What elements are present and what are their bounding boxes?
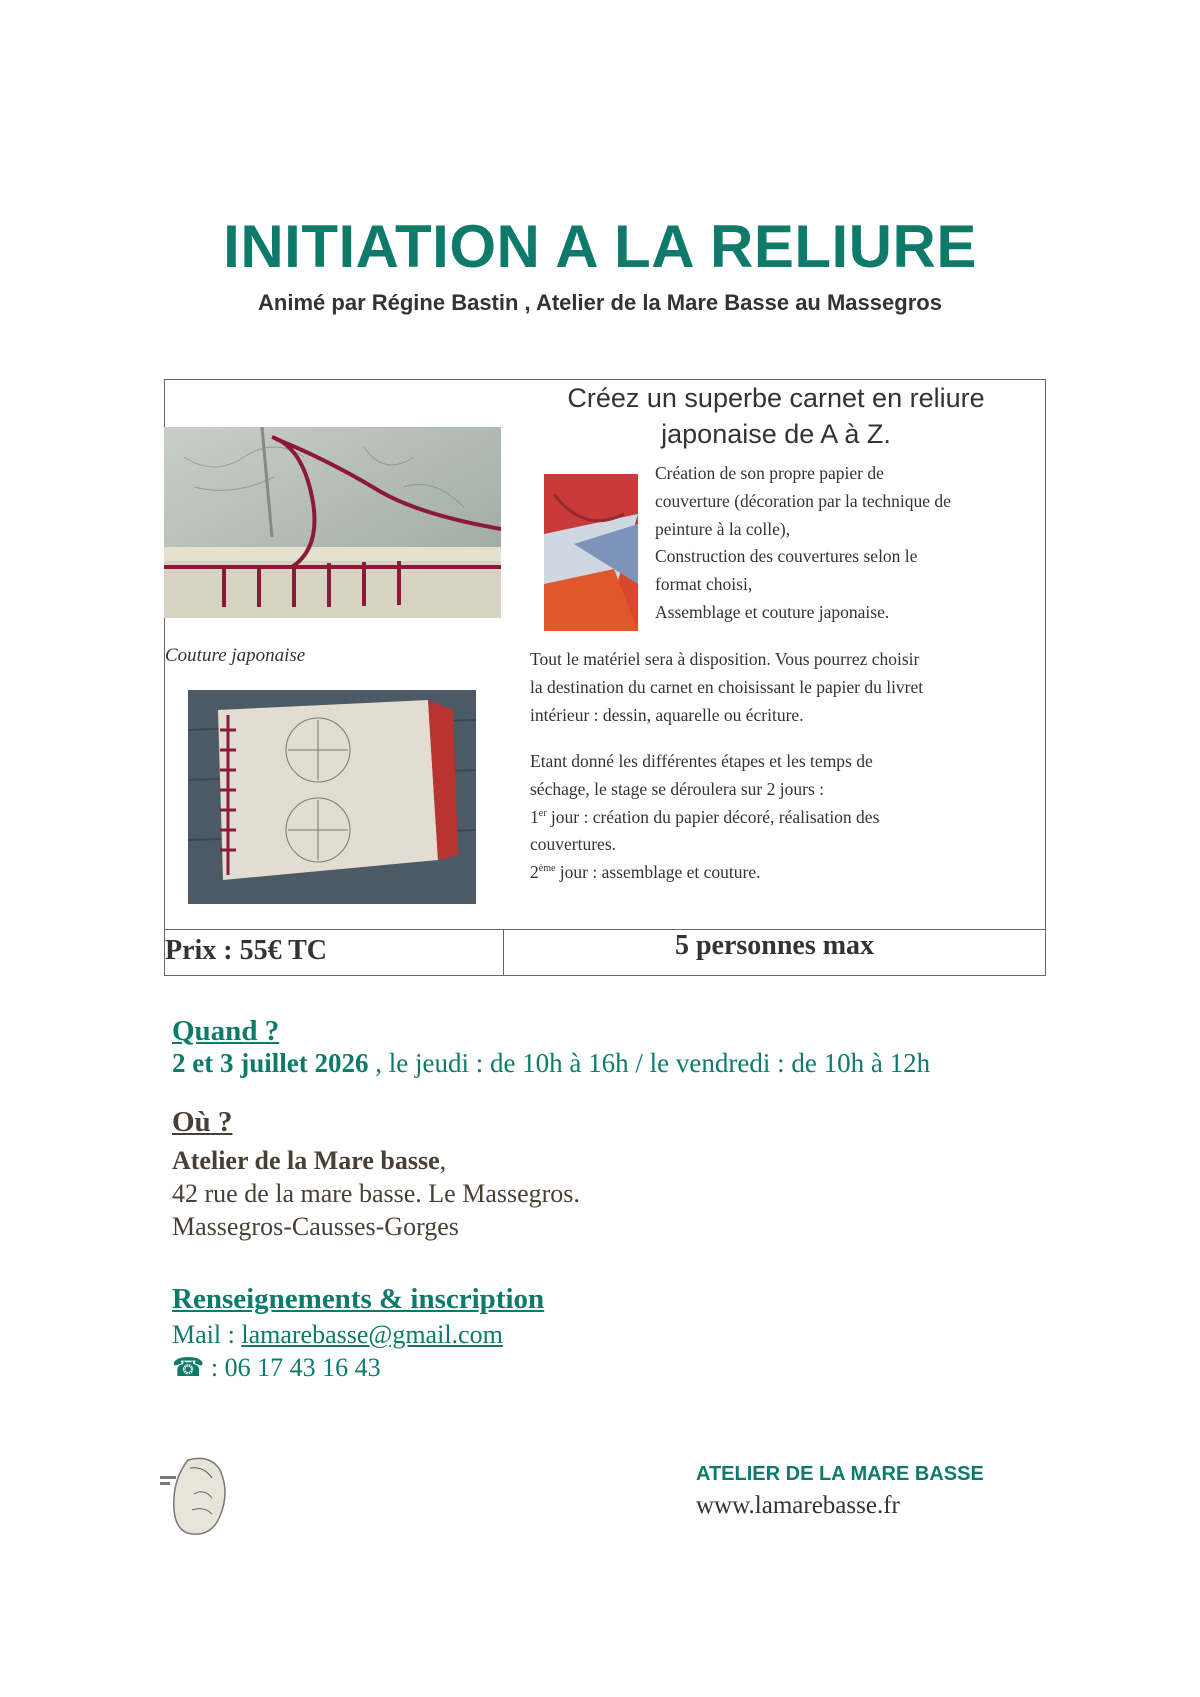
painted-paper-image: [544, 474, 638, 631]
email-link[interactable]: lamarebasse@gmail.com: [241, 1320, 503, 1349]
paragraph-line: intérieur : dessin, aquarelle ou écriture.: [530, 704, 804, 725]
when-dates: 2 et 3 juillet 2026: [172, 1048, 369, 1078]
address-street: 42 rue de la mare basse. Le Massegros.: [172, 1179, 580, 1208]
when-hours: , le jeudi : de 10h à 16h / le vendredi : de 10h à 12h: [368, 1048, 931, 1078]
paragraph-line: Tout le matériel sera à disposition. Vous pourrez choisir: [530, 649, 920, 669]
photo-caption: Couture japonaise: [165, 645, 306, 666]
binding-photo: [164, 427, 501, 618]
phone-line: [172, 1351, 503, 1384]
day2-text: jour : assemblage et couture.: [555, 862, 761, 883]
address-block: [172, 1144, 580, 1243]
contact-block: [172, 1318, 503, 1384]
paragraph-line: la destination du carnet en choisissant le papier du livret: [530, 676, 924, 697]
place-name: Atelier de la Mare basse: [172, 1146, 440, 1175]
materials-paragraph: [530, 646, 1030, 729]
page-title: INITIATION A LA RELIURE: [223, 213, 977, 280]
card-headline: [528, 380, 1024, 452]
phone-icon: ☎: [172, 1353, 205, 1382]
headline-line: japonaise de A à Z.: [661, 419, 891, 449]
paragraph-line: Etant donné les différentes étapes et les temps de: [530, 751, 873, 771]
footer-url[interactable]: www.lamarebasse.fr: [696, 1492, 900, 1519]
page-subtitle: Animé par Régine Bastin , Atelier de la Mare Basse au Massegros: [258, 290, 942, 315]
when-heading: Quand ?: [172, 1015, 280, 1047]
steps-line: Construction des couvertures selon le: [655, 546, 918, 567]
day1-line: [530, 804, 1030, 832]
address-town: Massegros-Causses-Gorges: [172, 1212, 459, 1241]
place-suffix: ,: [439, 1146, 447, 1175]
steps-text: [655, 460, 1035, 627]
schedule-paragraph: [530, 748, 1030, 887]
mail-label: Mail :: [172, 1320, 242, 1349]
price-label: Prix : 55€ TC: [165, 935, 328, 966]
day2-number: 2: [530, 862, 539, 883]
capacity-label: 5 personnes max: [674, 930, 875, 961]
steps-line: format choisi,: [655, 574, 753, 595]
footer-name: ATELIER DE LA MARE BASSE: [696, 1463, 984, 1485]
atelier-logo: [154, 1454, 234, 1536]
day1-text: jour : création du papier décoré, réalisation des: [546, 806, 880, 827]
address-place: [172, 1144, 580, 1177]
day1-number: 1: [530, 806, 539, 827]
day1-continuation: couvertures.: [530, 834, 617, 855]
steps-line: peinture à la colle),: [655, 518, 791, 539]
when-details: [172, 1048, 930, 1079]
mail-line: [172, 1318, 503, 1351]
where-heading: Où ?: [172, 1106, 233, 1138]
notebook-photo: [188, 690, 476, 904]
headline-line: Créez un superbe carnet en reliure: [567, 383, 985, 413]
day1-ordinal: er: [538, 807, 547, 819]
steps-line: Création de son propre papier de: [655, 463, 884, 483]
day2-line: [530, 859, 1030, 887]
contact-heading: Renseignements & inscription: [172, 1283, 545, 1315]
steps-line: couverture (décoration par la technique de: [655, 490, 951, 511]
paragraph-line: séchage, le stage se déroulera sur 2 jours :: [530, 778, 824, 799]
steps-line: Assemblage et couture japonaise.: [655, 601, 890, 622]
phone-number: : 06 17 43 16 43: [204, 1353, 381, 1382]
day2-ordinal: ème: [538, 863, 556, 875]
